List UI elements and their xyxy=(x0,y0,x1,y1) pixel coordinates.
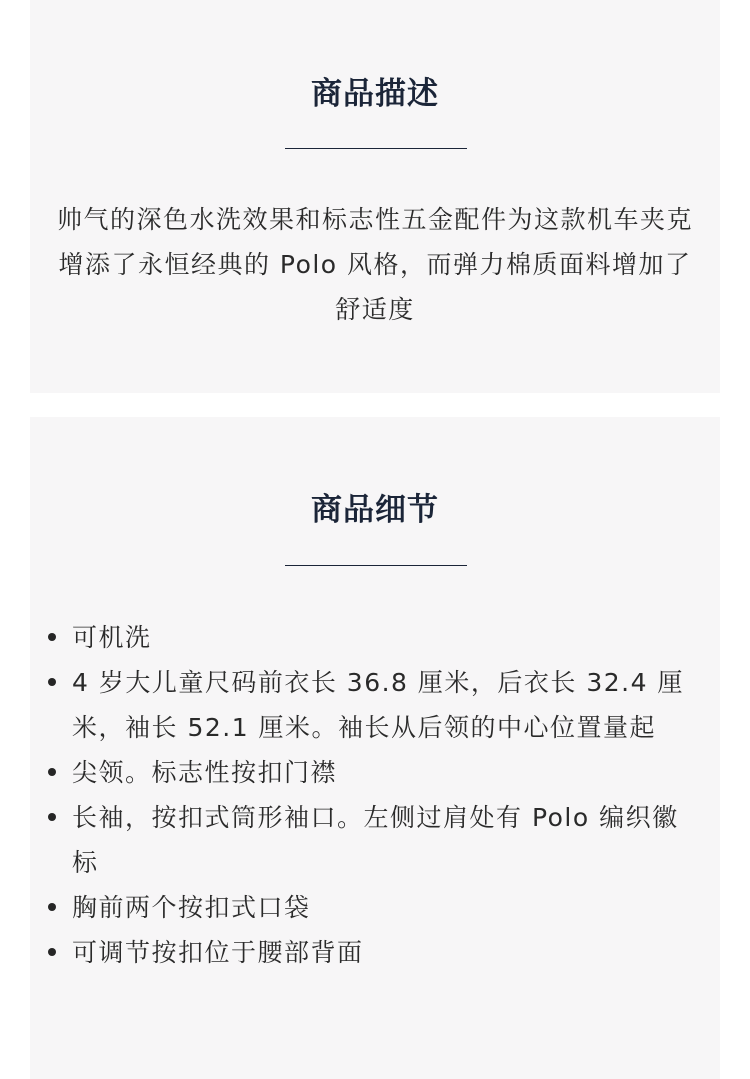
description-text: 帅气的深色水洗效果和标志性五金配件为这款机车夹克增添了永恒经典的 Polo 风格，而弹力棉质面料增加了舒适度 xyxy=(56,205,693,324)
detail-item xyxy=(72,795,690,885)
detail-item xyxy=(72,615,690,660)
bullet-icon xyxy=(48,813,56,821)
detail-item-text: 胸前两个按扣式口袋 xyxy=(72,893,311,922)
bullet-icon xyxy=(48,678,56,686)
product-details-card xyxy=(30,417,720,1079)
bullet-icon xyxy=(48,768,56,776)
details-title: 商品细节 xyxy=(311,492,439,528)
bullet-icon xyxy=(48,633,56,641)
bullet-icon xyxy=(48,903,56,911)
detail-item-text: 4 岁大儿童尺码前衣长 36.8 厘米，后衣长 32.4 厘米，袖长 52.1 厘米。袖长从后领的中心位置量起 xyxy=(72,668,684,742)
detail-item xyxy=(72,750,690,795)
product-description-card xyxy=(30,0,720,393)
description-divider xyxy=(285,148,467,149)
details-list xyxy=(30,615,690,975)
detail-item xyxy=(72,885,690,930)
detail-item-text: 可调节按扣位于腰部背面 xyxy=(72,938,364,967)
detail-item xyxy=(72,660,690,750)
detail-item-text: 长袖，按扣式筒形袖口。左侧过肩处有 Polo 编织徽标 xyxy=(72,803,679,877)
detail-item-text: 可机洗 xyxy=(72,623,152,652)
detail-item xyxy=(72,930,690,975)
detail-item-text: 尖领。标志性按扣门襟 xyxy=(72,758,338,787)
bullet-icon xyxy=(48,948,56,956)
details-divider xyxy=(285,565,467,566)
description-title: 商品描述 xyxy=(311,76,439,112)
